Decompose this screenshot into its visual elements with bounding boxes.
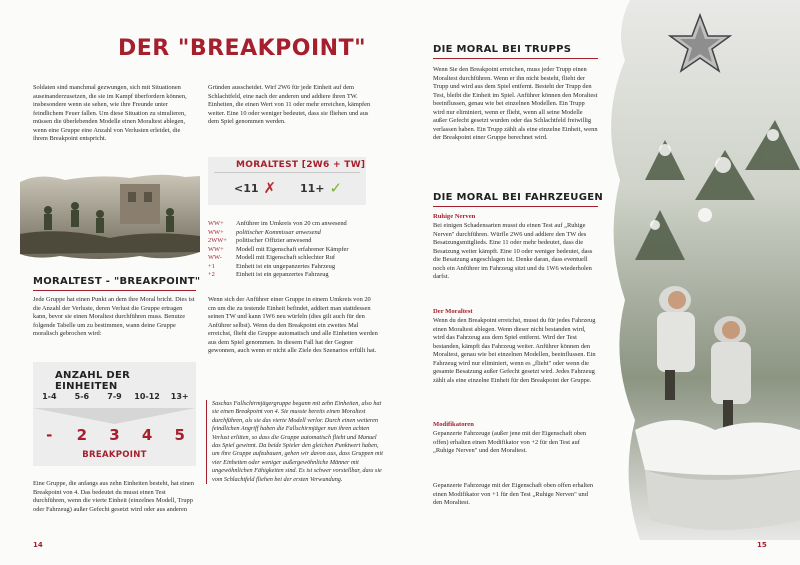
heading-rule [33,290,196,291]
modifier-row [208,229,378,238]
page-number-left: 14 [33,541,43,549]
page-title: DER "BREAKPOINT" [118,36,367,61]
modifier-text: politischer Offizier anwesend [236,237,312,244]
range-cell: 5-6 [74,392,90,401]
modifier-list [208,220,378,280]
moraltest-box-rule [214,172,360,173]
breakpoint-value: 4 [141,426,153,444]
table-values [33,426,196,444]
modifier-text: Anführer im Umkreis von 20 cm anwesend [236,220,347,227]
table-divider [33,408,196,424]
trupps-heading: DIE MORAL BEI TRUPPS [433,44,572,55]
range-cell: 10-12 [134,392,160,401]
moraltest-box [208,157,366,205]
heading-rule [433,206,598,207]
modifier-text: Modell mit Eigenschaft schlechter Ruf [236,254,336,261]
modifier-row [208,246,378,255]
moraltest-subheading: Der Moraltest [433,308,473,315]
ruhige-nerven-text: Bei einigen Schadensarten musst du einen Test auf „Ruhige Nerven" durchführen. Würfle 2W6 und addiere den TW des Besatzungsmitglieds. Eine 11 oder mehr bedeutet, dass die Besatzung weiter kämpft. Eine 10 oder weniger bedeutet, dass die Besatzung angeschlagen ist. Denke daran, dass eventuell noch ein Anführer im Fahrzeug sitzt und du 1W6 wiederholen darfst. [433,222,593,280]
modifikatoren-text-2: Gepanzerte Fahrzeuge mit der Eigenschaft oben offen erhalten einen Modifikator von +1 für den Test „Ruhige Nerven" und den Moraltest. [433,482,594,506]
page-number-right: 15 [757,541,767,549]
col2-top-text: Gründen ausscheidet. Wirf 2W6 für jede Einheit auf dem Schlachtfeld, eine nach der anderen und addiere ihren TW. Einheiten, die einen Wert von 11 oder mehr erreichen, kämpfen weiter. Eine 10 oder weniger bedeutet, dass sie fliehen und aus dem Spiel genommen werden. [208,84,371,125]
modifier-text: Modell mit Eigenschaft erfahrener Kämpfer [236,245,349,253]
modifier-key: 2WW+ [208,237,227,244]
range-cell: 13+ [170,392,189,401]
fail-label: <11 [234,181,259,195]
pass-check-icon: ✓ [329,179,343,197]
quote-text: Saschas Fallschirmjägergruppe begann mit zehn Einheiten, also hat sie einen Breakpoint von 4. Sie musste bereits einen Moraltest durchführen, als sie das vierte Modell verlor. Durch einen weiteren feindlichen Angriff haben die Fallschirmjäger nun ihren achten Verlust erlitten, so dass die Gruppe automatisch flieht und Manuel das Spiel gewinnt. Da beide Spieler den gleichen Punktwert haben, um ihre Gruppe aufzubauen, gehen wir davon aus, dass Gruppen mit vier Einheiten oder weniger außergewöhnliche Männer mit ungewöhnlichen Fähigkeiten sind. Es ist schwer vorstellbar, dass sie vom Schlachtfeld fliehen bei der ersten Verwundung. [212,400,383,483]
modifikatoren-subheading: Modifikatoren [433,421,474,428]
modifikatoren-text: Gepanzerte Fahrzeuge (außer jene mit der Eigenschaft oben offen) erhalten einen Modifikator von +2 für den Test auf „Ruhige Nerven" und den Moraltest. [433,430,587,454]
heading-rule [433,58,598,59]
moraltest-breakpoint-heading: MORALTEST - "BREAKPOINT" [33,276,201,287]
outro-text: Eine Gruppe, die anfangs aus zehn Einheiten besteht, hat einen Breakpoint von 4. Das bedeutet du musst einen Test durchführen, wenn die vierte Einheit (einzelnes Modell, Trupp oder Fahrzeug) außer Gefecht gesetzt wird oder aus anderen [33,480,194,513]
moraltest-vehicle-text: Wenn du den Breakpoint erreichst, musst du für jedes Fahrzeug einen Moraltest ablegen. Wenn dieser nicht bestanden wird, wird das Fahrzeug aus dem Spiel entfernt. Wird der Test bestanden, kämpft das Fahrzeug weiter. Anführer können den Moraltest, genau wie bei einzelnen Modellen, beeinflussen. Ein Fahrzeug wird nur eliminiert, wenn es „flieht" oder wenn die gesamte Besatzung außer Gefecht gesetzt wird. Jedes Fahrzeug zählt als eine einzelne Einheit für den Breakpoint der Gruppe. [433,317,596,384]
modifier-key: +2 [208,271,215,278]
modifier-key: WW- [208,254,222,261]
table-footer: BREAKPOINT [82,450,147,460]
pass-group [300,179,342,197]
pass-label: 11+ [300,181,325,195]
modifier-key: +1 [208,262,215,270]
breakpoint-value: 2 [76,426,88,444]
modifier-row [208,220,378,229]
intro-text: Soldaten sind manchmal gezwungen, sich mit Situationen auseinanderzusetzen, die sie im Kampf überfordern können, insbesondere wenn sie sehen, wie ihre Freunde unter feindlichem Feuer fallen. Um diese Situation zu simulieren, müssen die überlebenden Modelle einen Moraltest ablegen, wenn eine Gruppe eine Anzahl von Verlusten erleidet, die ihrem Breakpoint entspricht. [33,84,187,142]
modifier-text: Einheit ist ein gepanzertes Fahrzeug [236,271,329,278]
modifier-key: WW+ [208,245,224,253]
moraltest-text: Jede Gruppe hat einen Punkt an dem ihre Moral bricht. Dies ist die Anzahl der Verluste, deren Verlust die Gruppe ertragen kann, bevor sie einen Moraltest durchführen muss. Benutze folgende Tabelle um zu bestimmen, wann deine Gruppe moralisch gebrochen wird: [33,296,195,337]
modifier-key: WW+ [208,220,224,227]
breakpoint-value: 5 [174,426,185,444]
trupps-text: Wenn Sie den Breakpoint erreichen, muss jeder Trupp einen Moraltest durchführen. Wenn er ihn nicht besteht, flieht der Trupp und wird aus dem Spiel entfernt. Besteht der Trupp den Test, bleibt die Einheit im Spiel. Anführer können den Moraltest beeinflussen, genau wie bei einzelnen Modellen. Ein Trupp wird nur eliminiert, wenn er flieht, wenn all seine Modelle außer Gefecht gesetzt wurden oder das Schlachtfeld freiwillig verlassen haben. Ein Trupp zählt als eine einzelne Einheit, wenn der Breakpoint einer Gruppe berechnet wird. [433,66,598,141]
fail-group [234,179,276,197]
modifier-text: politischer Kommissar anwesend [236,228,321,236]
ruhige-nerven-subheading: Ruhige Nerven [433,213,476,220]
col2-mid-text: Wenn sich der Anführer einer Gruppe in einem Umkreis von 20 cm um die zu testende Einheit befindet, addiert man stattdessen seinen TW und kann 1W6 neu würfeln (dies gilt auch für den Anführer selbst). Wenn du den Breakpoint ein zweites Mal erreichst, flieht die Gruppe automatisch und alle Einheiten werden aus dem Spiel genommen. In diesem Fall hat der Gegner gewonnen, auch wenn er nicht alle Ziele des Szenarios erfüllt hat. [208,296,378,354]
moraltest-box-title: MORALTEST [2W6 + TW] [236,160,366,170]
breakpoint-value: 3 [109,426,120,444]
table-ranges [33,392,196,401]
table-header: ANZAHL DER EINHEITEN [55,370,131,392]
modifier-row [208,263,378,272]
winter-soldiers-photo [605,0,800,540]
fail-x-icon: ✗ [263,179,277,197]
breakpoint-table [33,362,196,466]
range-cell: 7-9 [107,392,122,401]
modifier-row [208,271,378,280]
breakpoint-value: - [46,426,53,444]
fahrzeuge-heading: DIE MORAL BEI FAHRZEUGEN [433,192,604,203]
soldiers-photo [20,172,200,262]
example-quote [206,400,384,484]
modifier-row [208,237,378,246]
modifier-key: WW+ [208,228,224,236]
range-cell: 1-4 [42,392,57,401]
modifier-text: Einheit ist ein ungepanzertes Fahrzeug [236,262,336,270]
modifier-row [208,254,378,263]
